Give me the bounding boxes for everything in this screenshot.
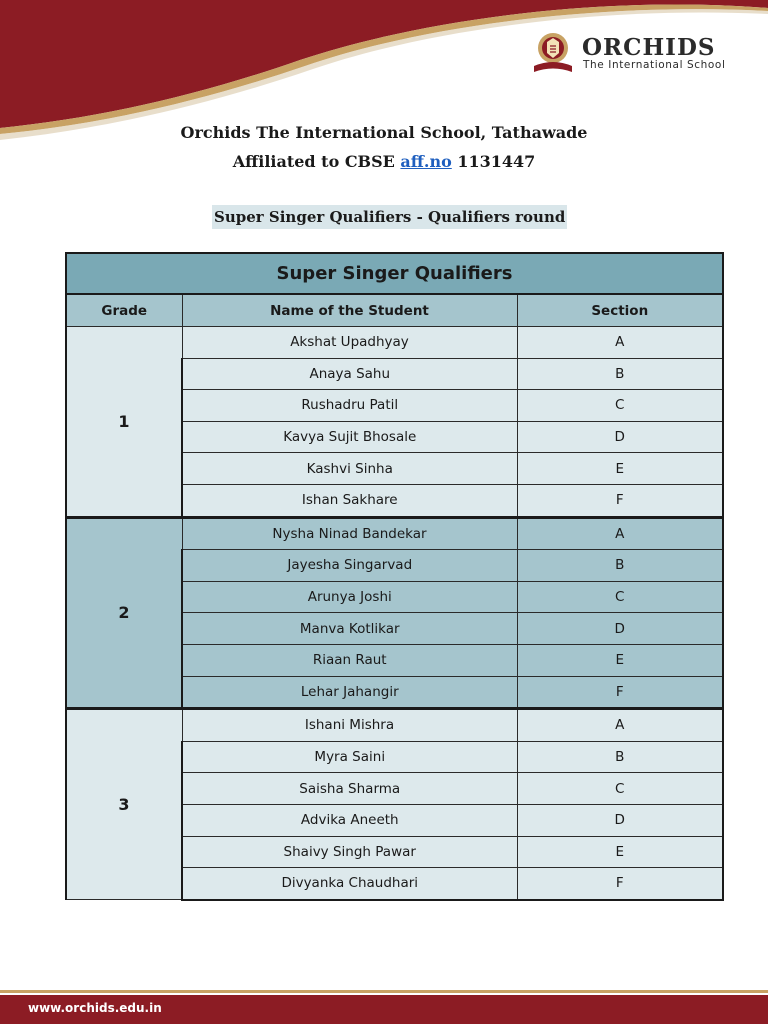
student-name-cell: Arunya Joshi (182, 581, 517, 613)
student-name-cell: Ishan Sakhare (182, 484, 517, 517)
section-cell: B (517, 741, 723, 773)
section-cell: C (517, 773, 723, 805)
section-cell: C (517, 581, 723, 613)
section-cell: E (517, 453, 723, 485)
section-cell: F (517, 484, 723, 517)
student-name-cell: Manva Kotlikar (182, 613, 517, 645)
section-cell: F (517, 868, 723, 900)
section-cell: A (517, 709, 723, 742)
grade-cell: 3 (66, 709, 182, 900)
orchids-logo (528, 28, 733, 78)
student-name-cell: Jayesha Singarvad (182, 550, 517, 582)
student-name-cell: Kavya Sujit Bhosale (182, 421, 517, 453)
table-row (66, 327, 723, 359)
section-cell: D (517, 421, 723, 453)
student-name-cell: Riaan Raut (182, 644, 517, 676)
affiliation-line (0, 147, 768, 176)
section-cell: B (517, 550, 723, 582)
section-cell: F (517, 676, 723, 709)
table-header-row (66, 294, 723, 327)
section-cell: C (517, 390, 723, 422)
student-name-cell: Advika Aneeth (182, 804, 517, 836)
affiliation-link[interactable]: aff.no (400, 152, 452, 171)
table-row (66, 517, 723, 550)
student-name-cell: Ishani Mishra (182, 709, 517, 742)
table-body (66, 327, 723, 900)
column-header-grade: Grade (66, 294, 182, 327)
student-name-cell: Lehar Jahangir (182, 676, 517, 709)
student-name-cell: Kashvi Sinha (182, 453, 517, 485)
school-crest-icon (528, 28, 578, 76)
column-header-section: Section (517, 294, 723, 327)
page-subtitle: Super Singer Qualifiers - Qualifiers round (212, 205, 567, 229)
student-name-cell: Myra Saini (182, 741, 517, 773)
section-cell: D (517, 613, 723, 645)
grade-cell: 1 (66, 327, 182, 518)
section-cell: E (517, 836, 723, 868)
student-name-cell: Shaivy Singh Pawar (182, 836, 517, 868)
grade-cell: 2 (66, 517, 182, 709)
table-row (66, 709, 723, 742)
student-name-cell: Anaya Sahu (182, 358, 517, 390)
footer-gold-line (0, 990, 768, 993)
qualifiers-table (65, 252, 724, 901)
affiliation-number: 1131447 (457, 152, 536, 171)
student-name-cell: Nysha Ninad Bandekar (182, 517, 517, 550)
school-name-line: Orchids The International School, Tathawade (180, 123, 588, 142)
student-name-cell: Divyanka Chaudhari (182, 868, 517, 900)
section-cell: A (517, 327, 723, 359)
student-name-cell: Saisha Sharma (182, 773, 517, 805)
student-name-cell: Rushadru Patil (182, 390, 517, 422)
affiliation-prefix: Affiliated to CBSE (232, 152, 395, 171)
logo-wordmark: ORCHIDS (582, 34, 716, 61)
column-header-name: Name of the Student (182, 294, 517, 327)
section-cell: E (517, 644, 723, 676)
student-name-cell: Akshat Upadhyay (182, 327, 517, 359)
section-cell: D (517, 804, 723, 836)
document-heading (0, 118, 768, 176)
footer-bar (0, 995, 768, 1024)
section-cell: A (517, 517, 723, 550)
footer-website-link[interactable]: www.orchids.edu.in (28, 1001, 162, 1015)
logo-tagline: The International School (583, 59, 726, 71)
table-title: Super Singer Qualifiers (66, 253, 723, 294)
section-cell: B (517, 358, 723, 390)
